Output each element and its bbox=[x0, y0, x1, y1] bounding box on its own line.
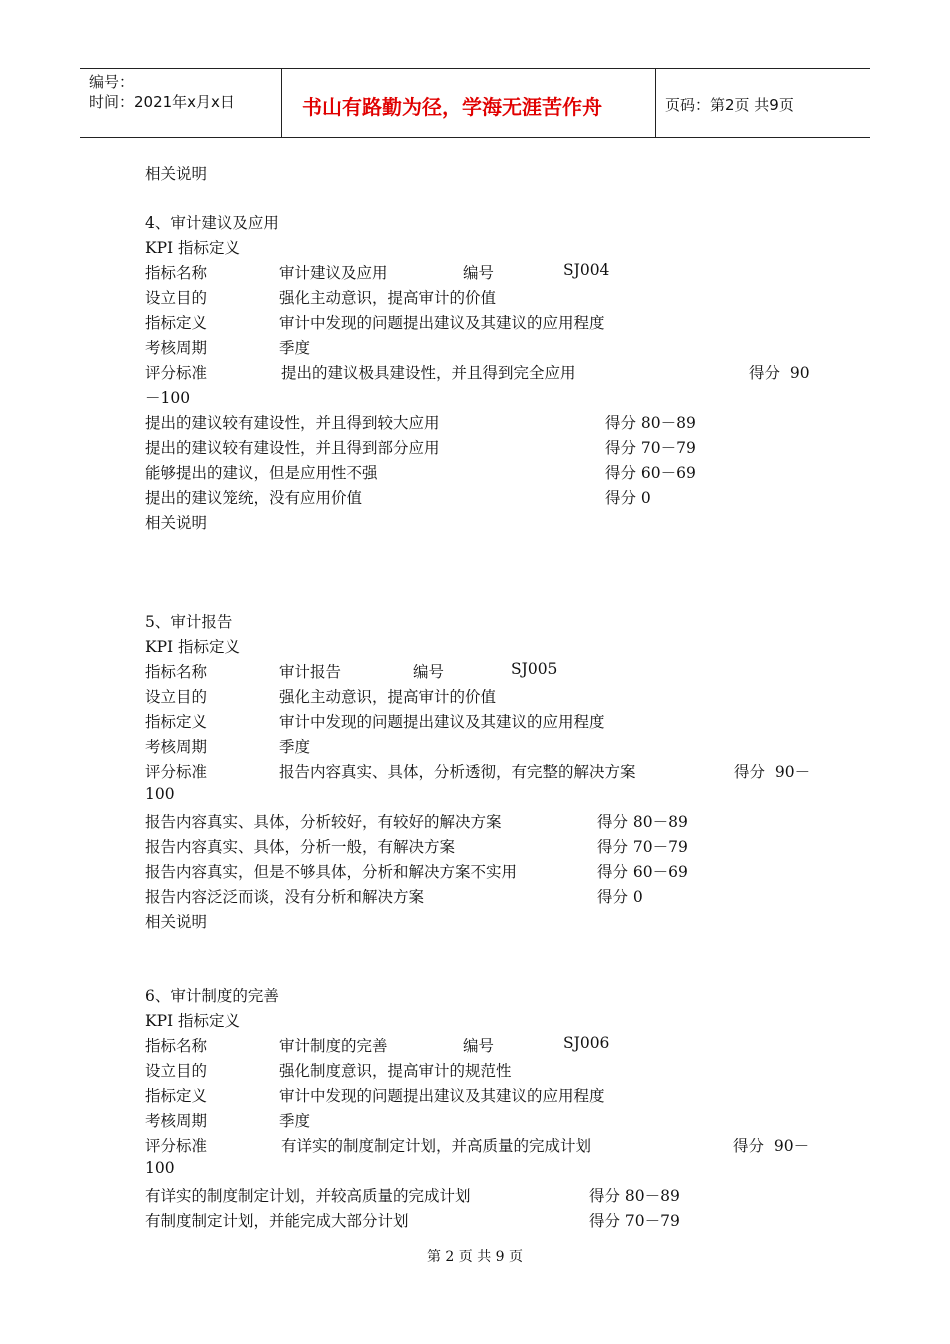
text-cell: 设立目的 bbox=[145, 289, 208, 307]
text-cell: 季度 bbox=[279, 339, 311, 357]
text-cell: 有详实的制度制定计划，并高质量的完成计划 bbox=[281, 1137, 592, 1155]
text-cell: SJ005 bbox=[511, 660, 558, 678]
text-cell: 季度 bbox=[279, 1112, 311, 1130]
time-label: 时间：2021年x月x日 bbox=[89, 93, 235, 111]
text-cell: 指标名称 bbox=[145, 1037, 208, 1055]
text-cell: 审计中发现的问题提出建议及其建议的应用程度 bbox=[279, 713, 605, 731]
text-cell: 编号 bbox=[463, 1037, 495, 1055]
text-cell: 报告内容泛泛而谈，没有分析和解决方案 bbox=[145, 888, 425, 906]
text-cell: 得分 0 bbox=[597, 888, 643, 906]
text-cell: 能够提出的建议，但是应用性不强 bbox=[145, 464, 378, 482]
text-cell: 评分标准 bbox=[145, 763, 208, 781]
text-cell: 评分标准 bbox=[145, 1137, 208, 1155]
text-cell: 有详实的制度制定计划，并较高质量的完成计划 bbox=[145, 1187, 471, 1205]
text-cell: 得分 90 bbox=[749, 364, 810, 382]
text-cell: 6、审计制度的完善 bbox=[145, 987, 279, 1005]
text-cell: 报告内容真实、具体，分析较好，有较好的解决方案 bbox=[145, 813, 502, 831]
text-cell: 5、审计报告 bbox=[145, 613, 233, 631]
text-cell: 相关说明 bbox=[145, 913, 208, 931]
text-cell: 得分 70－79 bbox=[597, 838, 688, 856]
text-cell: 审计报告 bbox=[279, 663, 342, 681]
text-cell: 强化主动意识，提高审计的价值 bbox=[279, 688, 497, 706]
text-cell: 提出的建议极具建设性，并且得到完全应用 bbox=[281, 364, 576, 382]
text-cell: 100 bbox=[145, 1159, 175, 1177]
text-cell: 4、审计建议及应用 bbox=[145, 214, 279, 232]
text-cell: KPI 指标定义 bbox=[145, 239, 241, 257]
text-cell: 相关说明 bbox=[145, 165, 208, 183]
text-cell: 指标定义 bbox=[145, 713, 208, 731]
text-cell: 强化制度意识，提高审计的规范性 bbox=[279, 1062, 512, 1080]
text-cell: 提出的建议笼统，没有应用价值 bbox=[145, 489, 363, 507]
text-cell: 有制度制定计划，并能完成大部分计划 bbox=[145, 1212, 409, 1230]
motto-text: 书山有路勤为径，学海无涯苦作舟 bbox=[302, 95, 602, 119]
text-cell: 季度 bbox=[279, 738, 311, 756]
text-cell: 得分 80－89 bbox=[605, 414, 696, 432]
page-number-label: 页码：第2页 共9页 bbox=[665, 96, 794, 114]
text-cell: 提出的建议较有建设性，并且得到部分应用 bbox=[145, 439, 440, 457]
text-cell: 考核周期 bbox=[145, 1112, 208, 1130]
text-cell: 得分 60－69 bbox=[605, 464, 696, 482]
text-cell: 提出的建议较有建设性，并且得到较大应用 bbox=[145, 414, 440, 432]
text-cell: KPI 指标定义 bbox=[145, 638, 241, 656]
text-cell: 得分 80－89 bbox=[597, 813, 688, 831]
header-meta bbox=[80, 69, 282, 137]
text-cell: 得分 80－89 bbox=[589, 1187, 680, 1205]
text-cell: 审计中发现的问题提出建议及其建议的应用程度 bbox=[279, 314, 605, 332]
text-cell: 评分标准 bbox=[145, 364, 208, 382]
text-cell: 强化主动意识，提高审计的价值 bbox=[279, 289, 497, 307]
text-cell: 报告内容真实、具体，分析透彻，有完整的解决方案 bbox=[279, 763, 636, 781]
text-cell: 相关说明 bbox=[145, 514, 208, 532]
header-motto-cell bbox=[282, 69, 656, 137]
text-cell: KPI 指标定义 bbox=[145, 1012, 241, 1030]
code-label: 编号： bbox=[89, 73, 135, 91]
text-cell: 指标定义 bbox=[145, 1087, 208, 1105]
text-cell: 考核周期 bbox=[145, 738, 208, 756]
text-cell: 得分 90－ bbox=[733, 1137, 810, 1155]
text-cell: 得分 0 bbox=[605, 489, 651, 507]
text-cell: 报告内容真实、具体，分析一般，有解决方案 bbox=[145, 838, 456, 856]
text-cell: 指标定义 bbox=[145, 314, 208, 332]
text-cell: 设立目的 bbox=[145, 1062, 208, 1080]
page-header bbox=[80, 68, 870, 138]
text-cell: SJ006 bbox=[563, 1034, 610, 1052]
text-cell: 报告内容真实，但是不够具体，分析和解决方案不实用 bbox=[145, 863, 518, 881]
text-cell: SJ004 bbox=[563, 261, 610, 279]
header-page-cell bbox=[656, 69, 870, 137]
text-cell: －100 bbox=[145, 389, 191, 407]
text-cell: 审计建议及应用 bbox=[279, 264, 388, 282]
text-cell: 得分 60－69 bbox=[597, 863, 688, 881]
text-cell: 考核周期 bbox=[145, 339, 208, 357]
text-cell: 100 bbox=[145, 785, 175, 803]
text-cell: 设立目的 bbox=[145, 688, 208, 706]
text-cell: 审计中发现的问题提出建议及其建议的应用程度 bbox=[279, 1087, 605, 1105]
text-cell: 得分 70－79 bbox=[605, 439, 696, 457]
text-cell: 得分 70－79 bbox=[589, 1212, 680, 1230]
text-cell: 指标名称 bbox=[145, 663, 208, 681]
text-cell: 编号 bbox=[463, 264, 495, 282]
text-cell: 审计制度的完善 bbox=[279, 1037, 388, 1055]
page-footer: 第 2 页 共 9 页 bbox=[426, 1249, 524, 1265]
text-cell: 指标名称 bbox=[145, 264, 208, 282]
text-cell: 编号 bbox=[413, 663, 445, 681]
text-cell: 得分 90－ bbox=[734, 763, 811, 781]
